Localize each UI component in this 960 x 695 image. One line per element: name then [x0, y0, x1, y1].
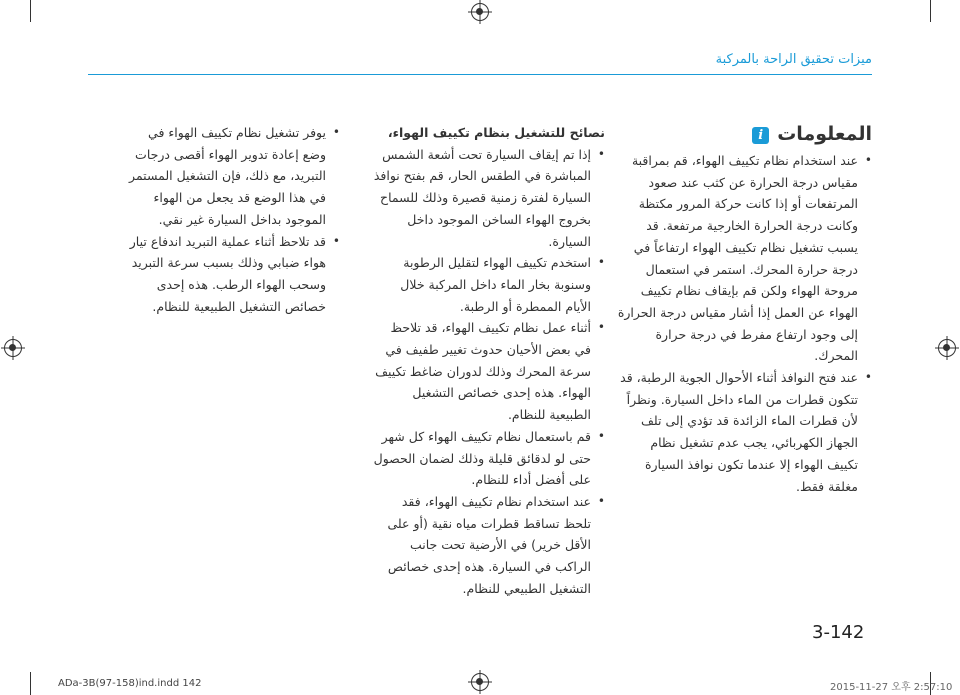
- registration-mark-top-icon: [471, 3, 489, 21]
- header-rule: [88, 74, 872, 75]
- info-list: [617, 150, 872, 497]
- running-header: ميزات تحقيق الراحة بالمركبة: [715, 52, 872, 67]
- info-icon: i: [752, 127, 769, 144]
- middle-column: [373, 122, 605, 599]
- registration-mark-right-icon: [938, 339, 956, 357]
- list-item: • عند استخدام نظام تكييف الهواء، فقد تلحظ تساقط قطرات مياه نقية (أو على الأقل خرير) في الأرضية تحت جانب الراكب في السيارة. هذه إحدى خصائص التشغيل الطبيعي للنظام.: [373, 491, 605, 600]
- list-item: • استخدم تكييف الهواء لتقليل الرطوبة وسنوبة بخار الماء داخل المركبة خلال الأيام الممطرة أو الرطبة.: [373, 252, 605, 317]
- list-item: • يوفر تشغيل نظام تكييف الهواء في وضع إعادة تدوير الهواء أقصى درجات التبريد، مع ذلك، فإن التشغيل المستمر في هذا الوضع قد يجعل من الهواء الموجود بداخل السيارة غير نقي.: [122, 122, 340, 231]
- list-item: • عند استخدام نظام تكييف الهواء، قم بمراقبة مقياس درجة الحرارة عن كثب عند صعود المرتفعات أو إذا كانت حركة المرور مكتظة وكانت درجة الحرارة الخارجية مرتفعة. قد يسبب تشغيل نظام تكييف الهواء ارتفاعاً في درجة حرارة المحرك. استمر في استعمال مروحة الهواء ولكن قم بإيقاف نظام تكييف الهواء عن العمل إذا أشار مقياس درجة الحرارة إلى وجود ارتفاع مفرط في درجة حرارة المحرك.: [617, 150, 872, 367]
- crop-mark-top-right: [930, 0, 931, 22]
- notes-list: [122, 122, 340, 317]
- section-heading: [617, 122, 872, 148]
- right-column: [617, 122, 872, 497]
- registration-mark-left-icon: [4, 339, 22, 357]
- crop-mark-bottom-left: [30, 672, 31, 695]
- left-column: [122, 122, 340, 317]
- section-title: المعلومات: [777, 123, 872, 146]
- list-item: • أثناء عمل نظام تكييف الهواء، قد تلاحظ في بعض الأحيان حدوث تغيير طفيف في سرعة المحرك وذلك لدوران ضاغط تكييف الهواء. هذه إحدى خصائص التشغيل الطبيعية للنظام.: [373, 317, 605, 426]
- tips-heading: نصائح للتشغيل بنظام تكييف الهواء،: [387, 125, 605, 140]
- list-item: • إذا تم إيقاف السيارة تحت أشعة الشمس المباشرة في الطقس الحار، قم بفتح نوافذ السيارة لفترة زمنية قصيرة وذلك للسماح بخروج الهواء الساخن الموجود داخل السيارة.: [373, 144, 605, 253]
- page-number: 3-142: [812, 622, 865, 643]
- list-item: • عند فتح النوافذ أثناء الأحوال الجوية الرطبة، قد تتكون قطرات من الماء داخل السيارة. ونظراً لأن قطرات الماء الزائدة قد تؤدي إلى تلف الجهاز الكهربائي، يجب عدم تشغيل نظام تكييف الهواء إلا عندما تكون نوافذ السيارة مغلقة فقط.: [617, 367, 872, 497]
- print-timestamp: 2015-11-27 오후 2:57:10: [830, 682, 953, 693]
- list-item: • قد تلاحظ أثناء عملية التبريد اندفاع تيار هواء ضبابي وذلك بسبب سرعة التبريد وسحب الهواء الرطب. هذه إحدى خصائص التشغيل الطبيعية للنظام.: [122, 231, 340, 318]
- file-info: ADa-3B(97-158)ind.indd 142: [58, 678, 202, 689]
- crop-mark-top-left: [30, 0, 31, 22]
- list-item: • قم باستعمال نظام تكييف الهواء كل شهر حتى لو لدقائق قليلة وذلك لضمان الحصول على أفضل أداء للنظام.: [373, 426, 605, 491]
- registration-mark-bottom-icon: [471, 673, 489, 691]
- tips-list: [373, 144, 605, 600]
